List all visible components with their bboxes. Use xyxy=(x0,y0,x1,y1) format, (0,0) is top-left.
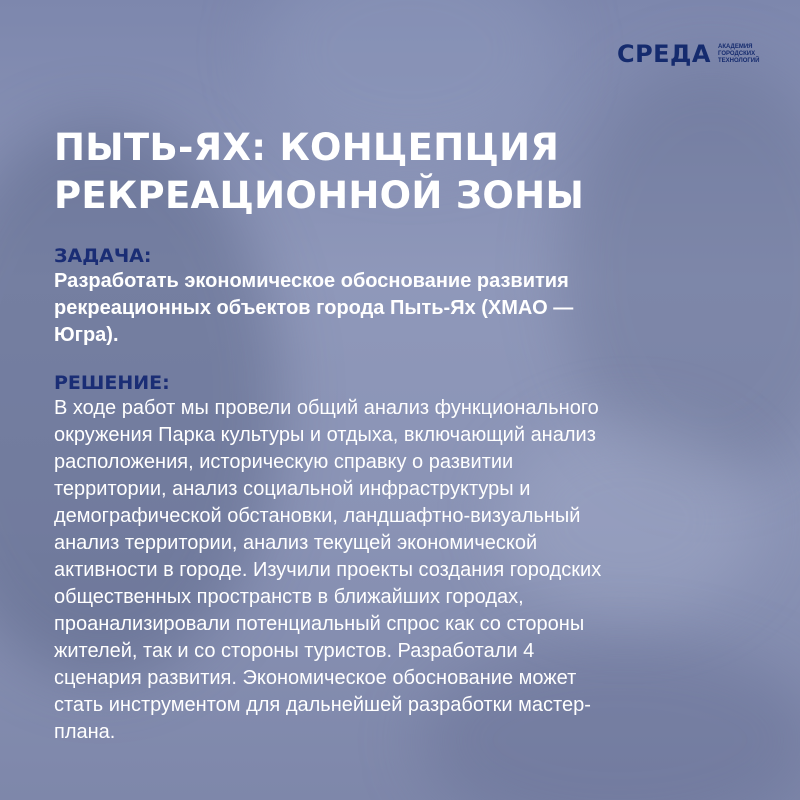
solution-text xyxy=(54,395,754,746)
solution-line: В ходе работ мы провели общий анализ функционального xyxy=(54,397,599,419)
solution-line: анализ территории, анализ текущей экономической xyxy=(54,532,538,554)
solution-line: расположения, историческую справку о развитии xyxy=(54,451,514,473)
task-label: ЗАДАЧА: xyxy=(54,245,152,267)
task-line: Разработать экономическое обоснование развития xyxy=(54,270,569,292)
brand-subtitle: АКАДЕМИЯ ГОРОДСКИХ ТЕХНОЛОГИЙ xyxy=(718,43,760,64)
solution-label: РЕШЕНИЕ: xyxy=(54,372,170,394)
task-line: Югра). xyxy=(54,324,119,346)
title-line: РЕКРЕАЦИОННОЙ ЗОНЫ xyxy=(54,174,585,217)
page-title xyxy=(54,124,754,220)
solution-line: общественных пространств в ближайших городах, xyxy=(54,586,524,608)
solution-line: проанализировали потенциальный спрос как со стороны xyxy=(54,613,585,635)
task-text xyxy=(54,268,754,349)
solution-line: плана. xyxy=(54,721,116,743)
solution-line: стать инструментом для дальнейшей разработки мастер- xyxy=(54,694,591,716)
solution-line: жителей, так и со стороны туристов. Разработали 4 xyxy=(54,640,535,662)
solution-line: сценария развития. Экономическое обоснование может xyxy=(54,667,577,689)
brand-name: СРЕДА xyxy=(616,40,711,68)
brand-logo xyxy=(617,40,762,68)
task-line: рекреационных объектов города Пыть-Ях (ХМАО — xyxy=(54,297,574,319)
solution-line: демографической обстановки, ландшафтно-визуальный xyxy=(54,505,581,527)
title-line: ПЫТЬ-ЯХ: КОНЦЕПЦИЯ xyxy=(54,126,560,169)
solution-line: территории, анализ социальной инфраструктуры и xyxy=(54,478,531,500)
solution-line: окружения Парка культуры и отдыха, включающий анализ xyxy=(54,424,596,446)
solution-line: активности в городе. Изучили проекты создания городских xyxy=(54,559,602,581)
main-content xyxy=(54,124,754,746)
